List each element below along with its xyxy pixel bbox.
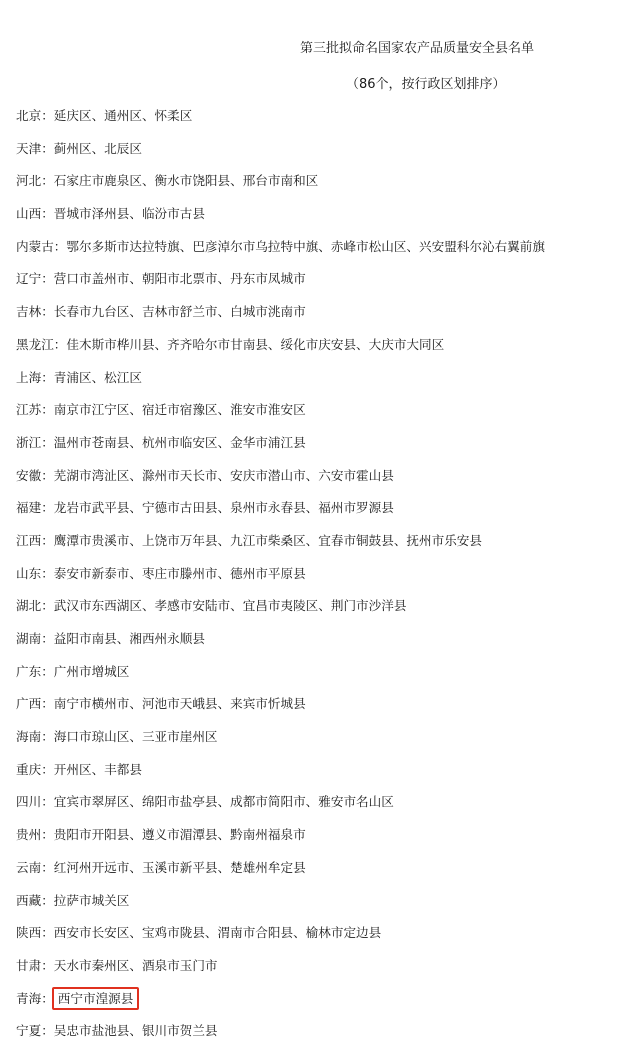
region-row xyxy=(16,728,545,761)
region-row xyxy=(16,957,545,990)
document-title: 第三批拟命名国家农产品质量安全县名单 xyxy=(300,41,535,56)
region-separator: ： xyxy=(41,369,54,385)
document-subtitle: （86个，按行政区划排序） xyxy=(346,77,506,92)
region-name: 宁夏 xyxy=(16,1023,42,1039)
county-list: 拉萨市城关区 xyxy=(53,892,130,908)
region-name: 北京 xyxy=(16,108,42,123)
region-name: 辽宁 xyxy=(16,271,42,287)
region-name: 上海 xyxy=(16,369,42,385)
region-separator: ： xyxy=(41,827,54,843)
region-separator: ： xyxy=(41,696,54,712)
county-list: 武汉市东西湖区、孝感市安陆市、宜昌市夷陵区、荆门市沙洋县 xyxy=(53,598,407,614)
region-separator: ： xyxy=(41,173,54,189)
region-name: 陕西 xyxy=(16,925,42,941)
region-separator: ： xyxy=(41,271,54,287)
county-list: 广州市增城区 xyxy=(53,663,130,679)
region-name: 山东 xyxy=(16,565,42,581)
county-list: 宜宾市翠屏区、绵阳市盐亭县、成都市简阳市、雅安市名山区 xyxy=(53,794,394,810)
region-name: 江苏 xyxy=(16,402,42,418)
region-separator: ： xyxy=(41,206,54,222)
region-name: 内蒙古 xyxy=(16,238,54,254)
county-list: 海口市琼山区、三亚市崖州区 xyxy=(53,729,218,745)
region-separator: ： xyxy=(41,957,54,973)
region-separator: ： xyxy=(41,140,54,156)
county-list: 蓟州区、北辰区 xyxy=(53,140,142,156)
region-row xyxy=(16,793,545,826)
region-row xyxy=(16,826,545,859)
region-name: 浙江 xyxy=(16,434,42,450)
region-separator: ： xyxy=(53,238,67,254)
region-separator: ： xyxy=(41,761,54,777)
region-row xyxy=(16,990,545,1023)
county-list: 长春市九台区、吉林市舒兰市、白城市洮南市 xyxy=(53,304,306,320)
region-name: 山西 xyxy=(16,206,42,222)
region-separator: ： xyxy=(41,598,54,614)
region-separator: ： xyxy=(41,304,54,320)
county-list: 石家庄市鹿泉区、衡水市饶阳县、邢台市南和区 xyxy=(53,173,319,189)
county-list: 龙岩市武平县、宁德市古田县、泉州市永春县、福州市罗源县 xyxy=(53,500,394,516)
region-name: 河北 xyxy=(16,173,42,189)
region-name: 云南 xyxy=(16,859,42,875)
county-list: 佳木斯市桦川县、齐齐哈尔市甘南县、绥化市庆安县、大庆市大同区 xyxy=(66,336,445,352)
county-list: 泰安市新泰市、枣庄市滕州市、德州市平原县 xyxy=(53,565,306,581)
region-row xyxy=(16,532,545,565)
county-list: 开州区、丰都县 xyxy=(53,761,142,777)
region-separator: ： xyxy=(53,336,67,352)
region-name: 四川 xyxy=(16,794,42,810)
region-separator: ： xyxy=(41,859,54,875)
region-separator: ： xyxy=(41,925,54,941)
region-row xyxy=(16,892,545,925)
region-row xyxy=(16,369,545,402)
region-row xyxy=(16,630,545,663)
region-name: 湖南 xyxy=(16,631,42,646)
county-list: 芜湖市湾沚区、滁州市天长市、安庆市潜山市、六安市霍山县 xyxy=(53,467,394,483)
region-name: 西藏 xyxy=(16,892,42,908)
region-separator: ： xyxy=(41,1023,54,1039)
region-separator: ： xyxy=(41,500,54,516)
region-name: 甘肃 xyxy=(16,957,42,973)
county-list: 吴忠市盐池县、银川市贺兰县 xyxy=(53,1023,218,1039)
region-separator: ： xyxy=(41,402,54,418)
county-list: 温州市苍南县、杭州市临安区、金华市浦江县 xyxy=(53,434,306,450)
region-name: 重庆 xyxy=(16,761,42,777)
county-list: 西安市长安区、宝鸡市陇县、渭南市合阳县、榆林市定边县 xyxy=(53,925,382,941)
region-row xyxy=(16,270,545,303)
county-list: 鹰潭市贵溪市、上饶市万年县、九江市柴桑区、宜春市铜鼓县、抚州市乐安县 xyxy=(53,532,482,548)
county-list: 天水市秦州区、酒泉市玉门市 xyxy=(53,957,218,973)
county-list: 贵阳市开阳县、遵义市湄潭县、黔南州福泉市 xyxy=(53,827,306,843)
region-separator: ： xyxy=(41,631,54,646)
region-separator: ： xyxy=(41,532,54,548)
region-name: 湖北 xyxy=(16,598,42,614)
region-row xyxy=(16,695,545,728)
region-name: 广东 xyxy=(16,663,42,679)
region-row xyxy=(16,499,545,532)
region-separator: ： xyxy=(41,794,54,810)
region-separator: ： xyxy=(41,729,54,745)
region-name: 青海 xyxy=(16,990,42,1006)
region-name: 广西 xyxy=(16,696,42,712)
region-row xyxy=(16,336,545,369)
county-list: 青浦区、松江区 xyxy=(53,369,142,385)
region-row xyxy=(16,401,545,434)
county-list: 营口市盖州市、朝阳市北票市、丹东市凤城市 xyxy=(53,271,306,287)
region-name: 海南 xyxy=(16,729,42,745)
region-name: 吉林 xyxy=(16,304,42,320)
region-row xyxy=(16,924,545,957)
county-list: 益阳市南县、湘西州永顺县 xyxy=(53,631,205,646)
region-separator: ： xyxy=(41,565,54,581)
region-row xyxy=(16,303,545,336)
county-list: 南宁市横州市、河池市天峨县、来宾市忻城县 xyxy=(53,696,306,712)
highlighted-county-list: 西宁市湟源县 xyxy=(52,987,140,1010)
county-list: 南京市江宁区、宿迁市宿豫区、淮安市淮安区 xyxy=(53,402,306,418)
region-name: 黑龙江 xyxy=(16,336,54,352)
region-separator: ： xyxy=(41,663,54,679)
region-name: 福建 xyxy=(16,500,42,516)
region-separator: ： xyxy=(41,467,54,483)
county-list: 鄂尔多斯市达拉特旗、巴彦淖尔市乌拉特中旗、赤峰市松山区、兴安盟科尔沁右翼前旗 xyxy=(66,238,545,254)
region-name: 安徽 xyxy=(16,467,42,483)
region-name: 天津 xyxy=(16,140,42,156)
region-row xyxy=(16,859,545,892)
region-row xyxy=(16,1022,545,1055)
region-row xyxy=(16,140,545,173)
region-row xyxy=(16,107,545,140)
region-row xyxy=(16,238,545,271)
region-separator: ： xyxy=(41,108,54,123)
region-separator: ： xyxy=(41,990,54,1006)
region-row xyxy=(16,663,545,696)
region-row xyxy=(16,434,545,467)
region-separator: ： xyxy=(41,434,54,450)
region-row xyxy=(16,565,545,598)
region-row xyxy=(16,467,545,500)
region-name: 贵州 xyxy=(16,827,42,843)
region-row xyxy=(16,172,545,205)
region-list xyxy=(16,107,545,1055)
region-name: 江西 xyxy=(16,532,42,548)
region-separator: ： xyxy=(41,892,54,908)
region-row xyxy=(16,761,545,794)
region-row xyxy=(16,597,545,630)
county-list: 晋城市泽州县、临汾市古县 xyxy=(53,206,205,222)
county-list: 红河州开远市、玉溪市新平县、楚雄州牟定县 xyxy=(53,859,306,875)
region-row xyxy=(16,205,545,238)
county-list: 延庆区、通州区、怀柔区 xyxy=(53,108,193,123)
